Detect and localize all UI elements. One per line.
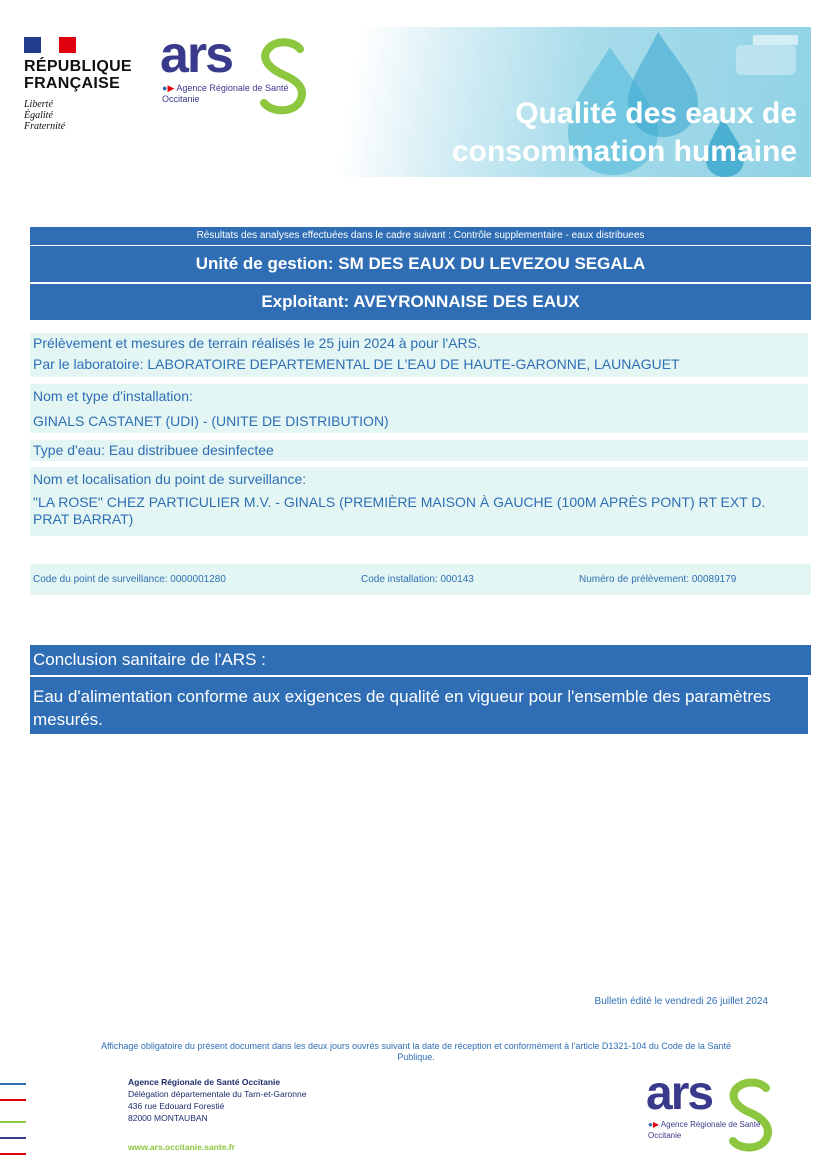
title-line2: consommation humaine [451,135,797,168]
ars-region: Occitanie [162,94,200,104]
motto-liberte: Liberté [24,99,53,110]
page-header [18,27,811,177]
ars-address [128,1076,306,1124]
ars-footer-subtitle: ●▶ Agence Régionale de Santé [648,1120,761,1129]
installation-label: Nom et type d'installation: [33,388,193,404]
conclusion-text: Eau d'alimentation conforme aux exigences de qualité en vigueur pour l'ensemble des paramètres mesurés. [30,677,808,734]
point-label: Nom et localisation du point de surveillance: [33,471,307,487]
type-eau: Type d'eau: Eau distribuee desinfectee [30,440,808,461]
motto-egalite: Égalité [24,110,53,121]
decorative-line-navy [0,1137,26,1139]
website-link[interactable]: www.ars.occitanie.sante.fr [128,1142,235,1152]
ars-s-swoosh-icon [256,37,312,115]
analysis-context: Résultats des analyses effectuées dans le cadre suivant : Contrôle supplementaire - eaux distribuees [30,227,811,245]
codes-row [30,564,811,595]
code-installation: Code installation: 000143 [361,574,474,585]
address-org: Agence Régionale de Santé Occitanie [128,1077,281,1087]
french-flag-logo [24,37,76,53]
address-city: 82000 MONTAUBAN [128,1113,208,1123]
address-delegation: Délégation départementale du Tarn-et-Garonne [128,1089,307,1099]
decorative-line-green [0,1121,26,1123]
ars-footer-swoosh-icon [726,1078,776,1152]
address-street: 436 rue Edouard Forestié [128,1101,225,1111]
ars-footer-word: ars [646,1067,713,1120]
exploitant: Exploitant: AVEYRONNAISE DES EAUX [30,284,811,320]
prelevement-date: Prélèvement et mesures de terrain réalisés le 25 juin 2024 à pour l'ARS. [33,335,481,351]
point-surveillance-block [30,467,808,536]
motto-fraternite: Fraternité [24,121,66,132]
ars-logo-word: ars [160,27,233,84]
ars-logo-subtitle: ●▶ Agence Régionale de Santé [162,83,289,93]
republique-line2: FRANÇAISE [24,75,121,92]
unite-de-gestion: Unité de gestion: SM DES EAUX DU LEVEZOU SEGALA [30,246,811,282]
republique-francaise-label [24,58,132,92]
installation-value: GINALS CASTANET (UDI) - (UNITE DE DISTRIBUTION) [33,413,389,429]
ars-logo [160,27,310,113]
installation-block [30,384,808,433]
decorative-line-red-2 [0,1153,26,1155]
ars-footer-full: Agence Régionale de Santé [660,1120,761,1129]
code-point-surveillance: Code du point de surveillance: 0000001280 [33,574,226,585]
legal-notice: Affichage obligatoire du présent document dans les deux jours ouvrés suivant la date de réception et conformément à l'article D1321-104 du Code de la Santé Publique. [101,1041,731,1062]
numero-prelevement: Numéro de prélèvement: 00089179 [579,574,737,585]
conclusion-heading: Conclusion sanitaire de l'ARS : [30,645,811,675]
point-value: "LA ROSE" CHEZ PARTICULIER M.V. - GINALS (PREMIÈRE MAISON À GAUCHE (100M APRÈS PONT) RT EXT D. PRAT BARRAT) [33,494,766,527]
ars-footer-region: Occitanie [648,1131,682,1140]
bulletin-edit-date: Bulletin édité le vendredi 26 juillet 2024 [594,996,768,1007]
decorative-line-red [0,1099,26,1101]
ars-full-name: Agence Régionale de Santé [176,83,289,93]
republique-motto [24,99,65,132]
prelevement-block [30,333,808,377]
ars-logo-footer [646,1067,776,1152]
republique-line1: RÉPUBLIQUE [24,58,132,75]
laboratoire: Par le laboratoire: LABORATOIRE DEPARTEMENTAL DE L'EAU DE HAUTE-GARONNE, LAUNAGUET [33,356,680,372]
decorative-line-blue [0,1083,26,1085]
title-line1: Qualité des eaux de [515,97,797,130]
page-title [452,95,797,171]
